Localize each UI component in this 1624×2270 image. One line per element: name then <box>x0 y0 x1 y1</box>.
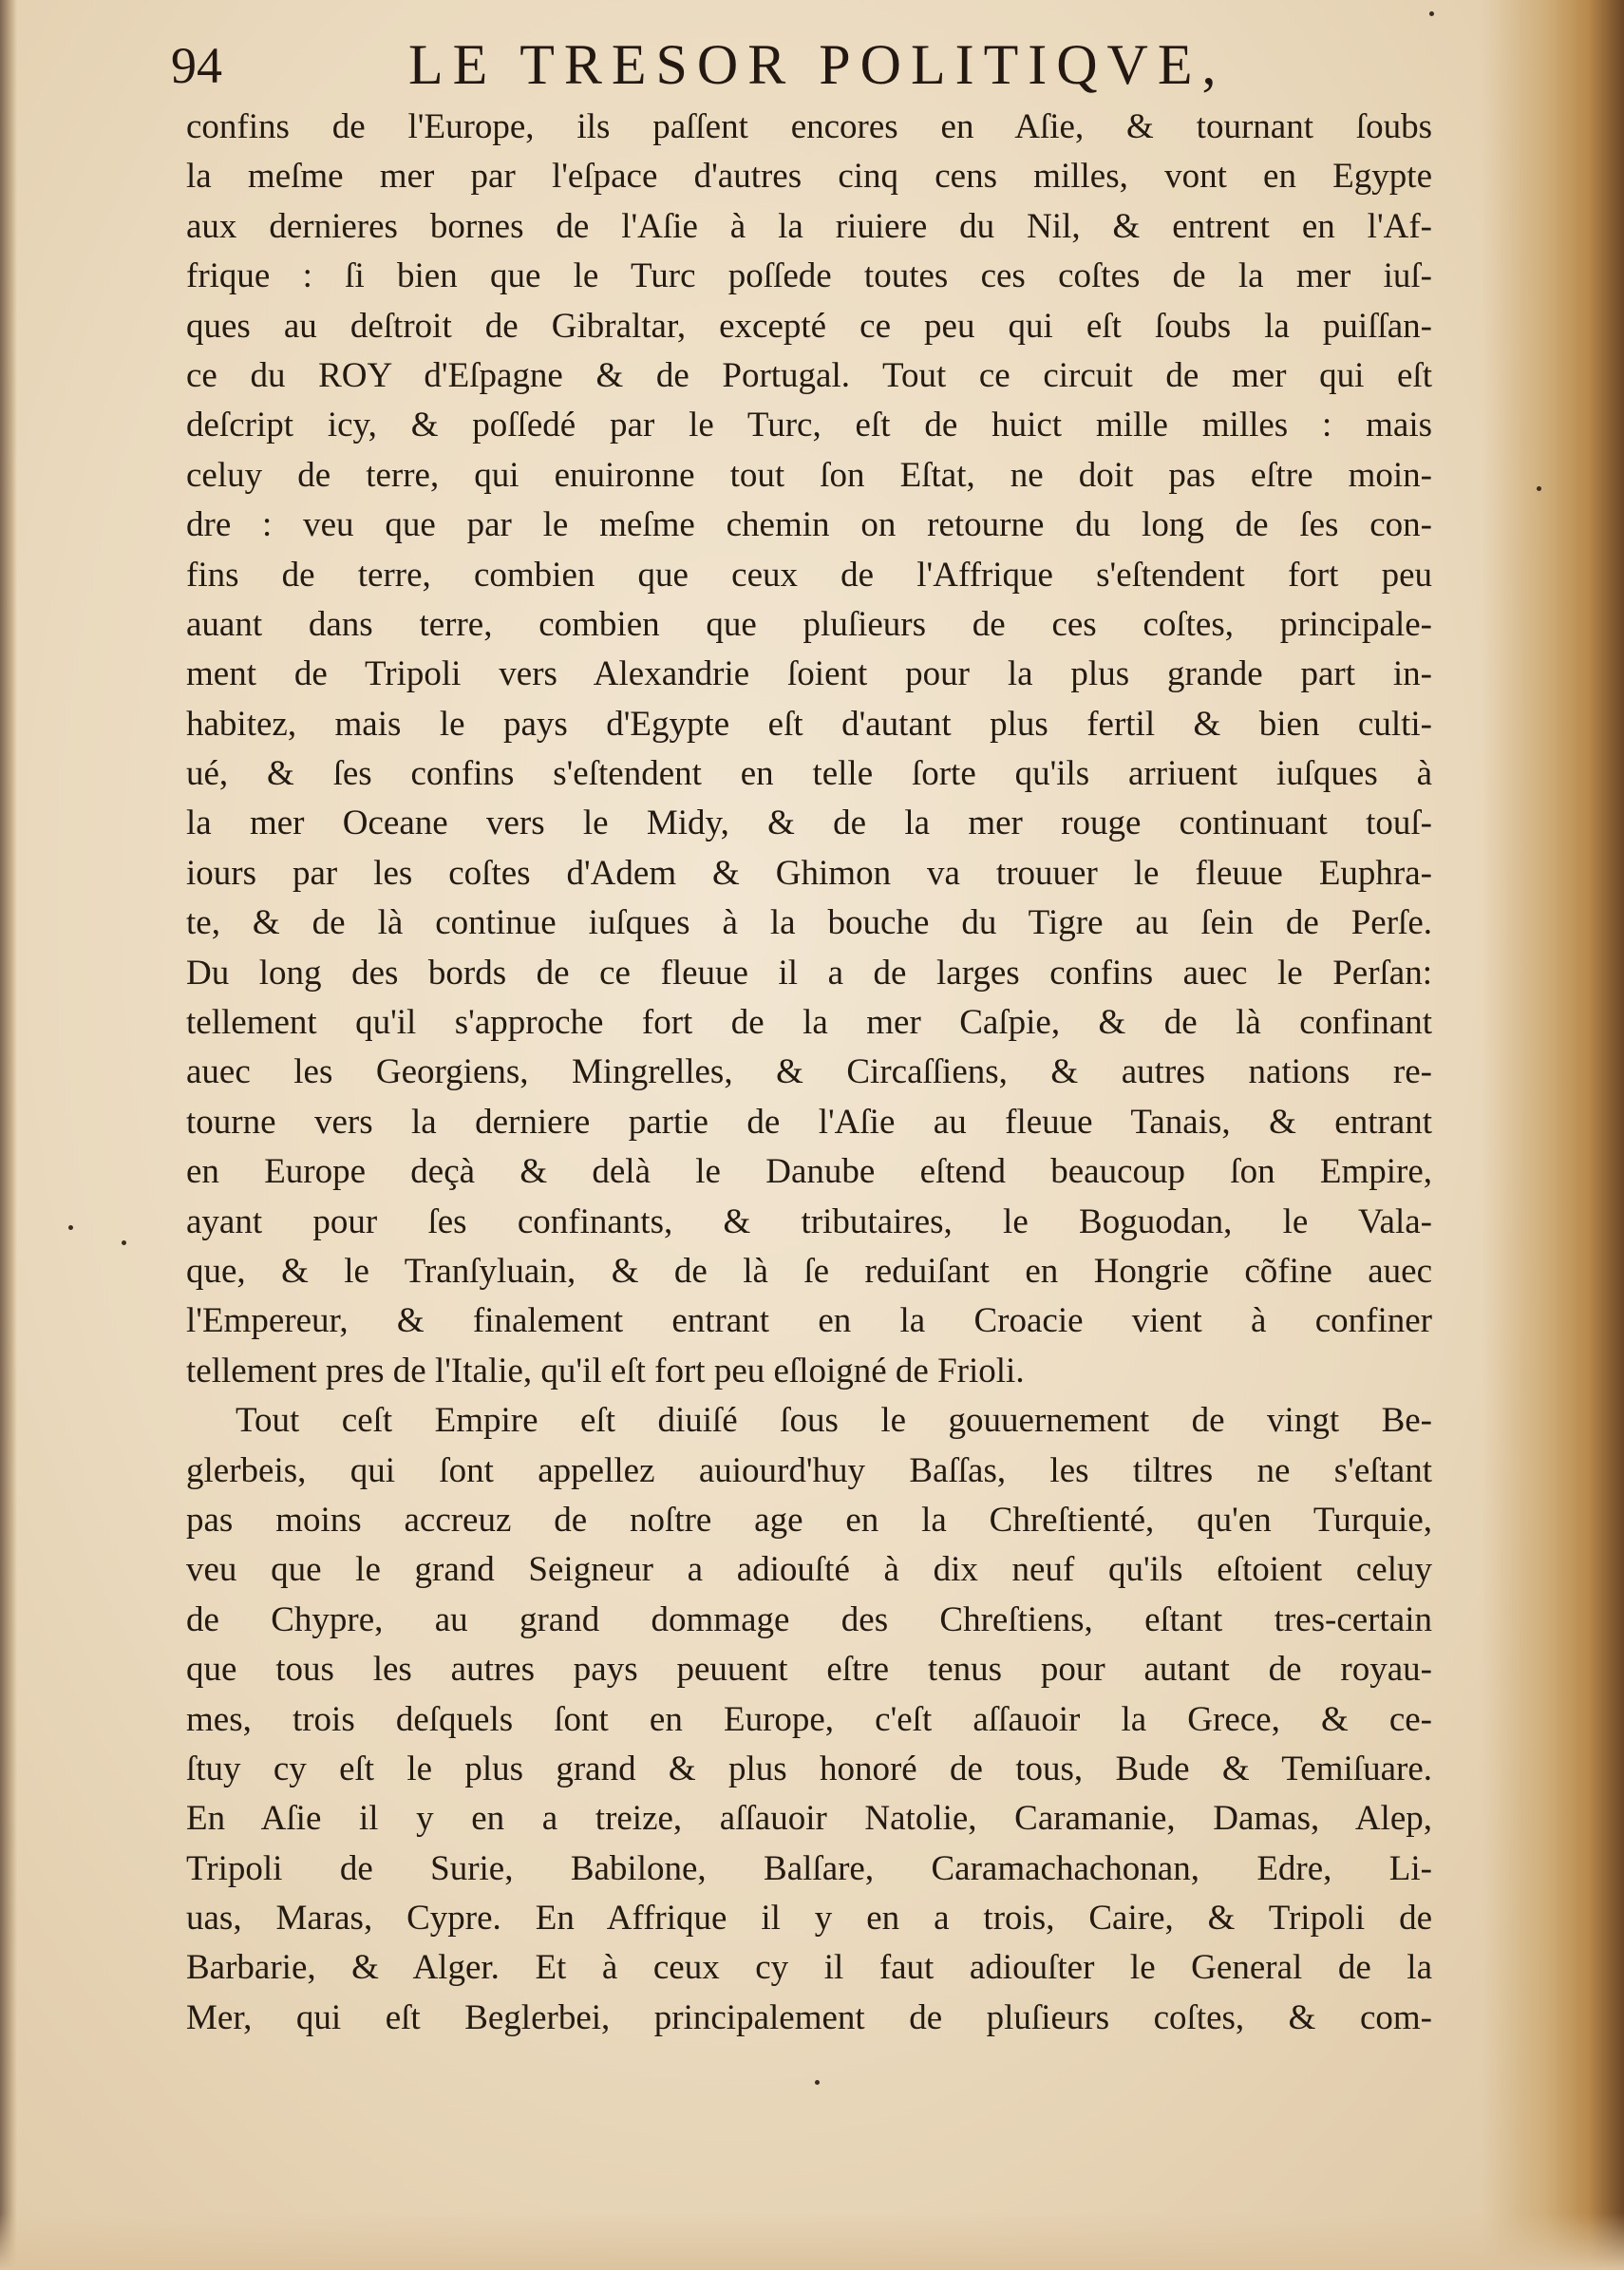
text-line: tourne vers la derniere partie de l'Aſie au fleuue Tanais, & entrant <box>186 1102 1432 1142</box>
text-line: ques au deſtroit de Gibraltar, excepté ce peu qui eſt ſoubs la puiſſan- <box>186 306 1432 346</box>
text-line: en Europe deçà & delà le Danube eſtend beaucoup ſon Empire, <box>186 1152 1432 1192</box>
text-line: frique : ſi bien que le Turc poſſede toutes ces coſtes de la mer iuſ- <box>186 256 1432 296</box>
text-line: Mer, qui eſt Beglerbei, principalement de pluſieurs coſtes, & com- <box>186 1997 1432 2037</box>
ink-speck <box>1537 486 1541 491</box>
text-line: En Aſie il y en a treize, aſſauoir Natolie, Caramanie, Damas, Alep, <box>186 1799 1432 1839</box>
book-title: LE TRESOR POLITIQVE, <box>408 33 1226 96</box>
page-right-edge <box>1482 0 1624 2270</box>
ink-speck <box>1429 11 1434 16</box>
text-line: mes, trois deſquels ſont en Europe, c'eſt aſſauoir la Grece, & ce- <box>186 1699 1432 1739</box>
ink-speck <box>68 1225 73 1230</box>
ink-speck <box>815 2080 820 2085</box>
text-line: veu que le grand Seigneur a adiouſté à dix neuf qu'ils eſtoient celuy <box>186 1550 1432 1590</box>
text-line: dre : veu que par le meſme chemin on retourne du long de ſes con- <box>186 505 1432 545</box>
text-line: ſtuy cy eſt le plus grand & plus honoré de tous, Bude & Temiſuare. <box>186 1749 1432 1788</box>
text-line: la mer Oceane vers le Midy, & de la mer rouge continuant touſ- <box>186 804 1432 843</box>
text-line: l'Empereur, & finalement entrant en la Croacie vient à confiner <box>186 1301 1432 1341</box>
text-line: tellement pres de l'Italie, qu'il eſt fort peu eſloigné de Frioli. <box>186 1351 1025 1390</box>
text-line: Barbarie, & Alger. Et à ceux cy il faut adiouſter le General de la <box>186 1948 1432 1988</box>
text-line: ayant pour ſes confinants, & tributaires, le Boguodan, le Vala- <box>186 1201 1432 1241</box>
text-line: tellement qu'il s'approche fort de la mer Caſpie, & de là confinant <box>186 1003 1432 1043</box>
text-line: ué, & ſes confins s'eſtendent en telle ſorte qu'ils arriuent iuſques à <box>186 754 1432 794</box>
text-line: la meſme mer par l'eſpace d'autres cinq cens milles, vont en Egypte <box>186 157 1432 197</box>
text-line: Du long des bords de ce fleuue il a de larges confins auec le Perſan: <box>186 953 1432 993</box>
text-line: habitez, mais le pays d'Egypte eſt d'autant plus fertil & bien culti- <box>186 704 1432 744</box>
ink-speck <box>122 1240 126 1245</box>
text-line: te, & de là continue iuſques à la bouche du Tigre au ſein de Perſe. <box>186 903 1432 943</box>
text-line: que tous les autres pays peuuent eſtre tenus pour autant de royau- <box>186 1650 1432 1690</box>
paragraph-first-line: Tout ceſt Empire eſt diuiſé ſous le gouuernement de vingt Be- <box>236 1401 1432 1441</box>
text-line: glerbeis, qui ſont appellez auiourd'huy Baſſas, les tiltres ne s'eſtant <box>186 1450 1432 1490</box>
text-line: de Chypre, au grand dommage des Chreſtiens, eſtant tres-certain <box>186 1599 1432 1639</box>
page-bottom-edge <box>0 2213 1624 2270</box>
text-line: fins de terre, combien que ceux de l'Affrique s'eſtendent fort peu <box>186 555 1432 595</box>
body-text <box>186 103 1432 2043</box>
page-number: 94 <box>171 37 222 94</box>
text-line: uas, Maras, Cypre. En Affrique il y en a trois, Caire, & Tripoli de <box>186 1899 1432 1939</box>
text-line: auec les Georgiens, Mingrelles, & Circaſſiens, & autres nations re- <box>186 1052 1432 1092</box>
text-line: iours par les coſtes d'Adem & Ghimon va trouuer le fleuue Euphra- <box>186 853 1432 893</box>
text-line: que, & le Tranſyluain, & de là ſe reduiſant en Hongrie cõfine auec <box>186 1251 1432 1291</box>
text-line: pas moins accreuz de noſtre age en la Chreſtienté, qu'en Turquie, <box>186 1500 1432 1540</box>
page-left-edge <box>0 0 17 2270</box>
text-line: deſcript icy, & poſſedé par le Turc, eſt de huict mille milles : mais <box>186 406 1432 445</box>
text-line: auant dans terre, combien que pluſieurs de ces coſtes, principale- <box>186 604 1432 644</box>
text-line: ce du ROY d'Eſpagne & de Portugal. Tout ce circuit de mer qui eſt <box>186 355 1432 395</box>
text-line: celuy de terre, qui enuironne tout ſon Eſtat, ne doit pas eſtre moin- <box>186 455 1432 495</box>
text-line: Tripoli de Surie, Babilone, Balſare, Caramachachonan, Edre, Li- <box>186 1848 1432 1888</box>
text-line: ment de Tripoli vers Alexandrie ſoient pour la plus grande part in- <box>186 654 1432 694</box>
text-line: aux dernieres bornes de l'Aſie à la riuiere du Nil, & entrent en l'Af- <box>186 206 1432 246</box>
text-line: confins de l'Europe, ils paſſent encores en Aſie, & tournant ſoubs <box>186 107 1432 146</box>
